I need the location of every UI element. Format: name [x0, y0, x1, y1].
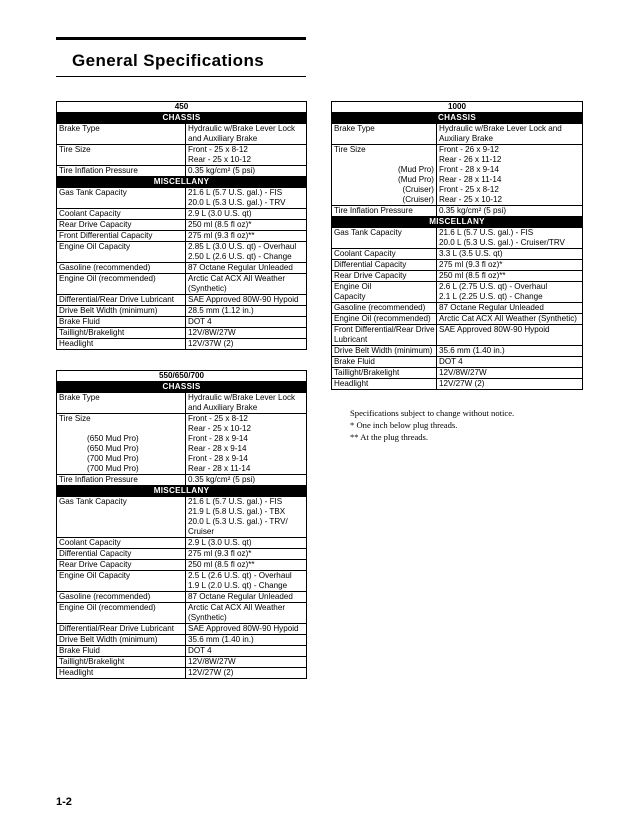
spec-value-cell: [437, 357, 583, 368]
spec-label-cell: [57, 209, 186, 220]
spec-label: Headlight: [59, 668, 94, 677]
spec-label: Differential Capacity: [334, 260, 407, 269]
spec-label: Brake Type: [59, 393, 100, 402]
spec-value-cell: [186, 188, 307, 209]
spec-label: Engine Oil: [334, 282, 372, 291]
spec-row-tire-size: [57, 145, 307, 166]
spec-label-cell: [57, 560, 186, 571]
spec-value: Rear - 25 x 10-12: [188, 424, 251, 433]
spec-label: Brake Fluid: [59, 646, 100, 655]
spec-label: Taillight/Brakelight: [59, 328, 125, 337]
spec-row-tire-inflation-pressure: [57, 475, 307, 486]
spec-row-drive-belt-width-minimum: [57, 635, 307, 646]
spec-value: 3.3 L (3.5 U.S. qt): [439, 249, 503, 258]
spec-label-cell: [57, 339, 186, 350]
spec-value-cell: [186, 549, 307, 560]
spec-value-cell: [186, 231, 307, 242]
spec-value: 2.50 L (2.6 U.S. qt) - Change: [188, 252, 292, 261]
spec-value: 12V/8W/27W: [188, 657, 236, 666]
spec-row-taillight-brakelight: [57, 328, 307, 339]
spec-label: Coolant Capacity: [59, 538, 121, 547]
spec-label: Taillight/Brakelight: [334, 368, 400, 377]
spec-label: Tire Size: [334, 145, 366, 154]
spec-value: Front - 28 x 9-14: [439, 165, 499, 174]
spec-label-cell: [57, 549, 186, 560]
spec-label: Gasoline (recommended): [334, 303, 426, 312]
spec-label-cell: [332, 206, 437, 217]
spec-value: 21.9 L (5.8 U.S. gal.) - TBX: [188, 507, 286, 516]
spec-value: Hydraulic w/Brake Lever Lock and: [439, 124, 562, 133]
spec-value-cell: [186, 328, 307, 339]
spec-label: Engine Oil (recommended): [334, 314, 431, 323]
spec-value-cell: [186, 646, 307, 657]
spec-label-cell: [57, 646, 186, 657]
spec-row-tire-size: [57, 414, 307, 475]
spec-value: Rear - 28 x 11-14: [439, 175, 502, 184]
spec-row-engine-oil-recommended: [57, 603, 307, 624]
section-header-miscellany-row: [332, 217, 583, 228]
spec-value: 12V/8W/27W: [188, 328, 236, 337]
spec-row-engine-oil-capacity: [332, 282, 583, 303]
spec-value: 250 ml (8.5 fl oz)**: [188, 560, 255, 569]
title-rule-top: [56, 37, 306, 40]
section-header-chassis: CHASSIS: [57, 113, 307, 124]
spec-value: 20.0 L (5.3 U.S. gal.) - Cruiser/TRV: [439, 238, 565, 247]
spec-label-cell: [57, 274, 186, 295]
tire-variant-label: (Mud Pro): [398, 165, 434, 174]
spec-row-brake-fluid: [57, 317, 307, 328]
spec-row-tire-inflation-pressure: [332, 206, 583, 217]
spec-row-brake-type: [332, 124, 583, 145]
spec-value-cell: [186, 624, 307, 635]
spec-value-cell: [437, 145, 583, 206]
spec-label: Differential/Rear Drive Lubricant: [59, 295, 175, 304]
spec-value: (Synthetic): [188, 284, 227, 293]
spec-value: 2.9 L (3.0 U.S. qt): [188, 209, 252, 218]
spec-value-cell: [186, 560, 307, 571]
spec-value-cell: [437, 228, 583, 249]
spec-label-cell: [332, 282, 437, 303]
spec-value: Rear - 28 x 9-14: [188, 444, 247, 453]
spec-label-cell: [332, 260, 437, 271]
spec-value: Rear - 25 x 10-12: [188, 155, 251, 164]
spec-value-cell: [186, 263, 307, 274]
spec-label-cell: [332, 314, 437, 325]
spec-value-cell: [186, 220, 307, 231]
spec-label: Brake Type: [334, 124, 375, 133]
spec-value-cell: [186, 317, 307, 328]
spec-label-cell: [57, 124, 186, 145]
tire-variant-label: [87, 424, 183, 434]
spec-label-cell: [57, 306, 186, 317]
spec-row-coolant-capacity: [57, 538, 307, 549]
spec-label-cell: [57, 242, 186, 263]
spec-value: 12V/8W/27W: [439, 368, 487, 377]
model-header: 450: [57, 102, 307, 113]
spec-label-cell: [57, 188, 186, 209]
spec-value: 21.6 L (5.7 U.S. gal.) - FIS: [439, 228, 534, 237]
spec-value: Rear - 26 x 11-12: [439, 155, 502, 164]
spec-value-cell: [437, 368, 583, 379]
spec-label-cell: [57, 475, 186, 486]
spec-label: Gas Tank Capacity: [334, 228, 402, 237]
model-header: 1000: [332, 102, 583, 113]
tire-variant-label: (Mud Pro): [398, 175, 434, 184]
spec-value: and Auxiliary Brake: [188, 134, 258, 143]
spec-label: Capacity: [334, 292, 366, 301]
spec-value-cell: [186, 295, 307, 306]
spec-row-brake-fluid: [332, 357, 583, 368]
spec-label-cell: [57, 295, 186, 306]
spec-value-cell: [437, 249, 583, 260]
spec-value-cell: [186, 166, 307, 177]
spec-value: 275 ml (9.3 fl oz)**: [188, 231, 255, 240]
spec-label-cell: [332, 228, 437, 249]
spec-table-550-650-700: [56, 370, 307, 679]
spec-row-drive-belt-width-minimum: [57, 306, 307, 317]
spec-value: DOT 4: [439, 357, 463, 366]
spec-label: Rear Drive Capacity: [334, 271, 407, 280]
spec-label: Engine Oil (recommended): [59, 274, 156, 283]
spec-value: Front - 25 x 8-12: [439, 185, 499, 194]
spec-row-gas-tank-capacity: [332, 228, 583, 249]
section-header-chassis: CHASSIS: [332, 113, 583, 124]
tire-variant-list: [59, 414, 183, 474]
spec-label: Coolant Capacity: [334, 249, 396, 258]
spec-value: 2.85 L (3.0 U.S. qt) - Overhaul: [188, 242, 297, 251]
spec-label: Tire Inflation Pressure: [334, 206, 413, 215]
spec-value: 35.6 mm (1.40 in.): [439, 346, 505, 355]
spec-value: 0.35 kg/cm² (5 psi): [188, 166, 256, 175]
tire-variant-label: (650 Mud Pro): [87, 444, 139, 453]
spec-value: Rear - 28 x 11-14: [188, 464, 251, 473]
spec-value: 0.35 kg/cm² (5 psi): [188, 475, 256, 484]
spec-row-engine-oil-recommended: [57, 274, 307, 295]
spec-row-brake-fluid: [57, 646, 307, 657]
spec-value: Front - 28 x 9-14: [188, 434, 248, 443]
section-header-miscellany: MISCELLANY: [332, 217, 583, 228]
spec-value: Arctic Cat ACX All Weather: [188, 274, 286, 283]
spec-value-cell: [186, 497, 307, 538]
spec-value-cell: [186, 306, 307, 317]
spec-row-brake-type: [57, 393, 307, 414]
spec-value-cell: [186, 242, 307, 263]
spec-value-cell: [437, 314, 583, 325]
tire-variant-label: (650 Mud Pro): [87, 434, 139, 443]
spec-label: Gas Tank Capacity: [59, 188, 127, 197]
spec-value: 20.0 L (5.3 U.S. gal.) - TRV/: [188, 517, 288, 526]
spec-value-cell: [186, 339, 307, 350]
spec-label-cell: [332, 357, 437, 368]
spec-value-cell: [186, 635, 307, 646]
spec-label: Coolant Capacity: [59, 209, 121, 218]
spec-label: Drive Belt Width (minimum): [334, 346, 433, 355]
spec-label-cell: [57, 317, 186, 328]
spec-label-cell: [57, 592, 186, 603]
spec-table-1000: [331, 101, 583, 390]
spec-label: Rear Drive Capacity: [59, 220, 132, 229]
spec-value: Front - 25 x 8-12: [188, 414, 248, 423]
spec-label-cell: [57, 657, 186, 668]
spec-label-cell: [57, 668, 186, 679]
spec-row-engine-oil-capacity: [57, 242, 307, 263]
section-header-chassis-row: [57, 382, 307, 393]
spec-label-cell: [57, 145, 186, 166]
spec-value: SAE Approved 80W-90 Hypoid: [188, 295, 299, 304]
spec-label: Engine Oil (recommended): [59, 603, 156, 612]
spec-row-brake-type: [57, 124, 307, 145]
spec-value-cell: [437, 260, 583, 271]
spec-value: 20.0 L (5.3 U.S. gal.) - TRV: [188, 198, 286, 207]
spec-row-taillight-brakelight: [332, 368, 583, 379]
spec-label: Front Differential/Rear Drive: [334, 325, 435, 334]
model-header-row: [57, 371, 307, 382]
spec-label-cell: [57, 538, 186, 549]
spec-value: Auxiliary Brake: [439, 134, 493, 143]
spec-row-gas-tank-capacity: [57, 497, 307, 538]
note-one-inch: * One inch below plug threads.: [350, 420, 458, 430]
spec-value: 28.5 mm (1.12 in.): [188, 306, 254, 315]
spec-value-cell: [186, 414, 307, 475]
spec-row-headlight: [57, 668, 307, 679]
spec-value: Front - 28 x 9-14: [188, 454, 248, 463]
spec-value: Hydraulic w/Brake Lever Lock: [188, 393, 296, 402]
spec-label-cell: [57, 497, 186, 538]
footnotes: [350, 407, 514, 443]
spec-value-cell: [186, 209, 307, 220]
spec-row-engine-oil-capacity: [57, 571, 307, 592]
section-header-miscellany: MISCELLANY: [57, 177, 307, 188]
spec-value: 2.9 L (3.0 U.S. qt): [188, 538, 252, 547]
spec-value: Hydraulic w/Brake Lever Lock: [188, 124, 296, 133]
spec-label: Engine Oil Capacity: [59, 242, 131, 251]
spec-value: SAE Approved 80W-90 Hypoid: [439, 325, 550, 334]
spec-row-differential-capacity: [332, 260, 583, 271]
spec-value: 35.6 mm (1.40 in.): [188, 635, 254, 644]
spec-value: 250 ml (8.5 fl oz)*: [188, 220, 252, 229]
spec-label-cell: [57, 393, 186, 414]
spec-label-cell: [57, 166, 186, 177]
note-change: Specifications subject to change without notice.: [350, 408, 515, 418]
spec-value: 2.6 L (2.75 U.S. qt) - Overhaul: [439, 282, 548, 291]
tire-variant-label: [87, 414, 183, 424]
spec-label-cell: [57, 328, 186, 339]
spec-value: 21.6 L (5.7 U.S. gal.) - FIS: [188, 497, 283, 506]
spec-value: 250 ml (8.5 fl oz)**: [439, 271, 506, 280]
spec-value-cell: [186, 603, 307, 624]
spec-row-coolant-capacity: [57, 209, 307, 220]
spec-label: Drive Belt Width (minimum): [59, 306, 158, 315]
tire-variant-label: [334, 155, 434, 165]
spec-label-cell: [332, 303, 437, 314]
spec-value: 12V/37W (2): [188, 339, 234, 348]
spec-label-cell: [332, 249, 437, 260]
spec-value: DOT 4: [188, 646, 212, 655]
title-rule-bottom: [56, 76, 306, 77]
spec-label: Differential/Rear Drive Lubricant: [59, 624, 175, 633]
section-header-miscellany-row: [57, 486, 307, 497]
spec-label-cell: [57, 624, 186, 635]
spec-row-rear-drive-capacity: [57, 220, 307, 231]
spec-value: Rear - 25 x 10-12: [439, 195, 502, 204]
spec-label-cell: [332, 271, 437, 282]
spec-row-drive-belt-width-minimum: [332, 346, 583, 357]
spec-value: 12V/27W (2): [439, 379, 485, 388]
spec-value-cell: [186, 668, 307, 679]
spec-row-tire-inflation-pressure: [57, 166, 307, 177]
spec-value: 2.5 L (2.6 U.S. qt) - Overhaul: [188, 571, 292, 580]
spec-label-cell: [57, 571, 186, 592]
tire-variant-label: (Cruiser): [402, 195, 434, 204]
spec-row-front-differential-capacity: [57, 231, 307, 242]
page-title: General Specifications: [72, 51, 265, 70]
spec-value: and Auxiliary Brake: [188, 403, 258, 412]
spec-row-engine-oil-recommended: [332, 314, 583, 325]
spec-value: 0.35 kg/cm² (5 psi): [439, 206, 507, 215]
spec-value-cell: [437, 325, 583, 346]
model-header: 550/650/700: [57, 371, 307, 382]
spec-value: Front - 25 x 8-12: [188, 145, 248, 154]
spec-value: 2.1 L (2.25 U.S. qt) - Change: [439, 292, 543, 301]
spec-value-cell: [437, 206, 583, 217]
spec-label: Tire Inflation Pressure: [59, 475, 138, 484]
spec-label: Brake Fluid: [334, 357, 375, 366]
spec-value: DOT 4: [188, 317, 212, 326]
spec-value: 21.6 L (5.7 U.S. gal.) - FIS: [188, 188, 283, 197]
spec-label-cell: [57, 231, 186, 242]
spec-value-cell: [186, 274, 307, 295]
spec-value-cell: [186, 538, 307, 549]
page-number: 1-2: [56, 796, 72, 808]
spec-value-cell: [437, 303, 583, 314]
spec-row-tire-size: [332, 145, 583, 206]
spec-label-cell: [332, 379, 437, 390]
section-header-chassis-row: [57, 113, 307, 124]
spec-label: Tire Size: [59, 145, 91, 154]
spec-row-gas-tank-capacity: [57, 188, 307, 209]
spec-value: 87 Octane Regular Unleaded: [188, 263, 293, 272]
spec-value-cell: [186, 571, 307, 592]
spec-label-cell: [57, 220, 186, 231]
spec-value: 87 Octane Regular Unleaded: [439, 303, 544, 312]
spec-label: Gasoline (recommended): [59, 263, 151, 272]
spec-value: Arctic Cat ACX All Weather: [188, 603, 286, 612]
spec-row-headlight: [57, 339, 307, 350]
spec-value: 1.9 L (2.0 U.S. qt) - Change: [188, 581, 288, 590]
spec-label: Taillight/Brakelight: [59, 657, 125, 666]
spec-row-gasoline-recommended: [57, 263, 307, 274]
section-header-miscellany-row: [57, 177, 307, 188]
tire-variant-label: (700 Mud Pro): [87, 454, 139, 463]
tire-variant-list: [334, 145, 434, 205]
spec-value-cell: [437, 346, 583, 357]
spec-row-rear-drive-capacity: [57, 560, 307, 571]
spec-label-cell: [57, 263, 186, 274]
spec-label-cell: [57, 414, 186, 475]
spec-value-cell: [186, 657, 307, 668]
spec-row-differential-rear-drive-lubricant: [57, 295, 307, 306]
spec-label: Brake Fluid: [59, 317, 100, 326]
spec-row-gasoline-recommended: [332, 303, 583, 314]
spec-label: Lubricant: [334, 335, 368, 344]
spec-value-cell: [437, 379, 583, 390]
section-header-chassis-row: [332, 113, 583, 124]
spec-value-cell: [186, 145, 307, 166]
spec-label: Rear Drive Capacity: [59, 560, 132, 569]
spec-label: Engine Oil Capacity: [59, 571, 131, 580]
spec-value: Front - 26 x 9-12: [439, 145, 499, 154]
note-plug-threads: ** At the plug threads.: [350, 432, 429, 442]
spec-value: 87 Octane Regular Unleaded: [188, 592, 293, 601]
spec-row-headlight: [332, 379, 583, 390]
spec-label-cell: [332, 325, 437, 346]
spec-label: Tire Inflation Pressure: [59, 166, 138, 175]
spec-label-cell: [332, 368, 437, 379]
spec-value: 12V/27W (2): [188, 668, 234, 677]
tire-variant-label: (700 Mud Pro): [87, 464, 139, 473]
model-header-row: [332, 102, 583, 113]
spec-row-differential-rear-drive-lubricant: [57, 624, 307, 635]
spec-row-front-differential-rear-drive-lubricant: [332, 325, 583, 346]
spec-value-cell: [437, 124, 583, 145]
section-header-miscellany: MISCELLANY: [57, 486, 307, 497]
spec-label: Front Differential Capacity: [59, 231, 153, 240]
spec-value: 275 ml (9.3 fl oz)*: [188, 549, 252, 558]
spec-table-450: [56, 101, 307, 350]
spec-label: Gas Tank Capacity: [59, 497, 127, 506]
spec-value: 275 ml (9.3 fl oz)*: [439, 260, 503, 269]
spec-row-coolant-capacity: [332, 249, 583, 260]
spec-label-cell: [57, 635, 186, 646]
spec-row-differential-capacity: [57, 549, 307, 560]
spec-row-gasoline-recommended: [57, 592, 307, 603]
spec-label: Tire Size: [59, 414, 91, 423]
spec-label: Brake Type: [59, 124, 100, 133]
spec-value-cell: [186, 124, 307, 145]
spec-value-cell: [437, 282, 583, 303]
spec-value: Cruiser: [188, 527, 215, 536]
spec-row-taillight-brakelight: [57, 657, 307, 668]
spec-value: SAE Approved 80W-90 Hypoid: [188, 624, 299, 633]
spec-label: Headlight: [334, 379, 369, 388]
spec-value-cell: [186, 592, 307, 603]
spec-row-rear-drive-capacity: [332, 271, 583, 282]
spec-value-cell: [186, 393, 307, 414]
spec-label: Drive Belt Width (minimum): [59, 635, 158, 644]
model-header-row: [57, 102, 307, 113]
spec-label-cell: [332, 145, 437, 206]
section-header-chassis: CHASSIS: [57, 382, 307, 393]
spec-label-cell: [332, 346, 437, 357]
spec-label: Headlight: [59, 339, 94, 348]
spec-value: Arctic Cat ACX All Weather (Synthetic): [439, 314, 577, 323]
spec-value-cell: [437, 271, 583, 282]
spec-label: Differential Capacity: [59, 549, 132, 558]
spec-label-cell: [57, 603, 186, 624]
tire-variant-label: (Cruiser): [402, 185, 434, 194]
spec-label-cell: [332, 124, 437, 145]
spec-value-cell: [186, 475, 307, 486]
spec-label: Gasoline (recommended): [59, 592, 151, 601]
spec-value: (Synthetic): [188, 613, 227, 622]
